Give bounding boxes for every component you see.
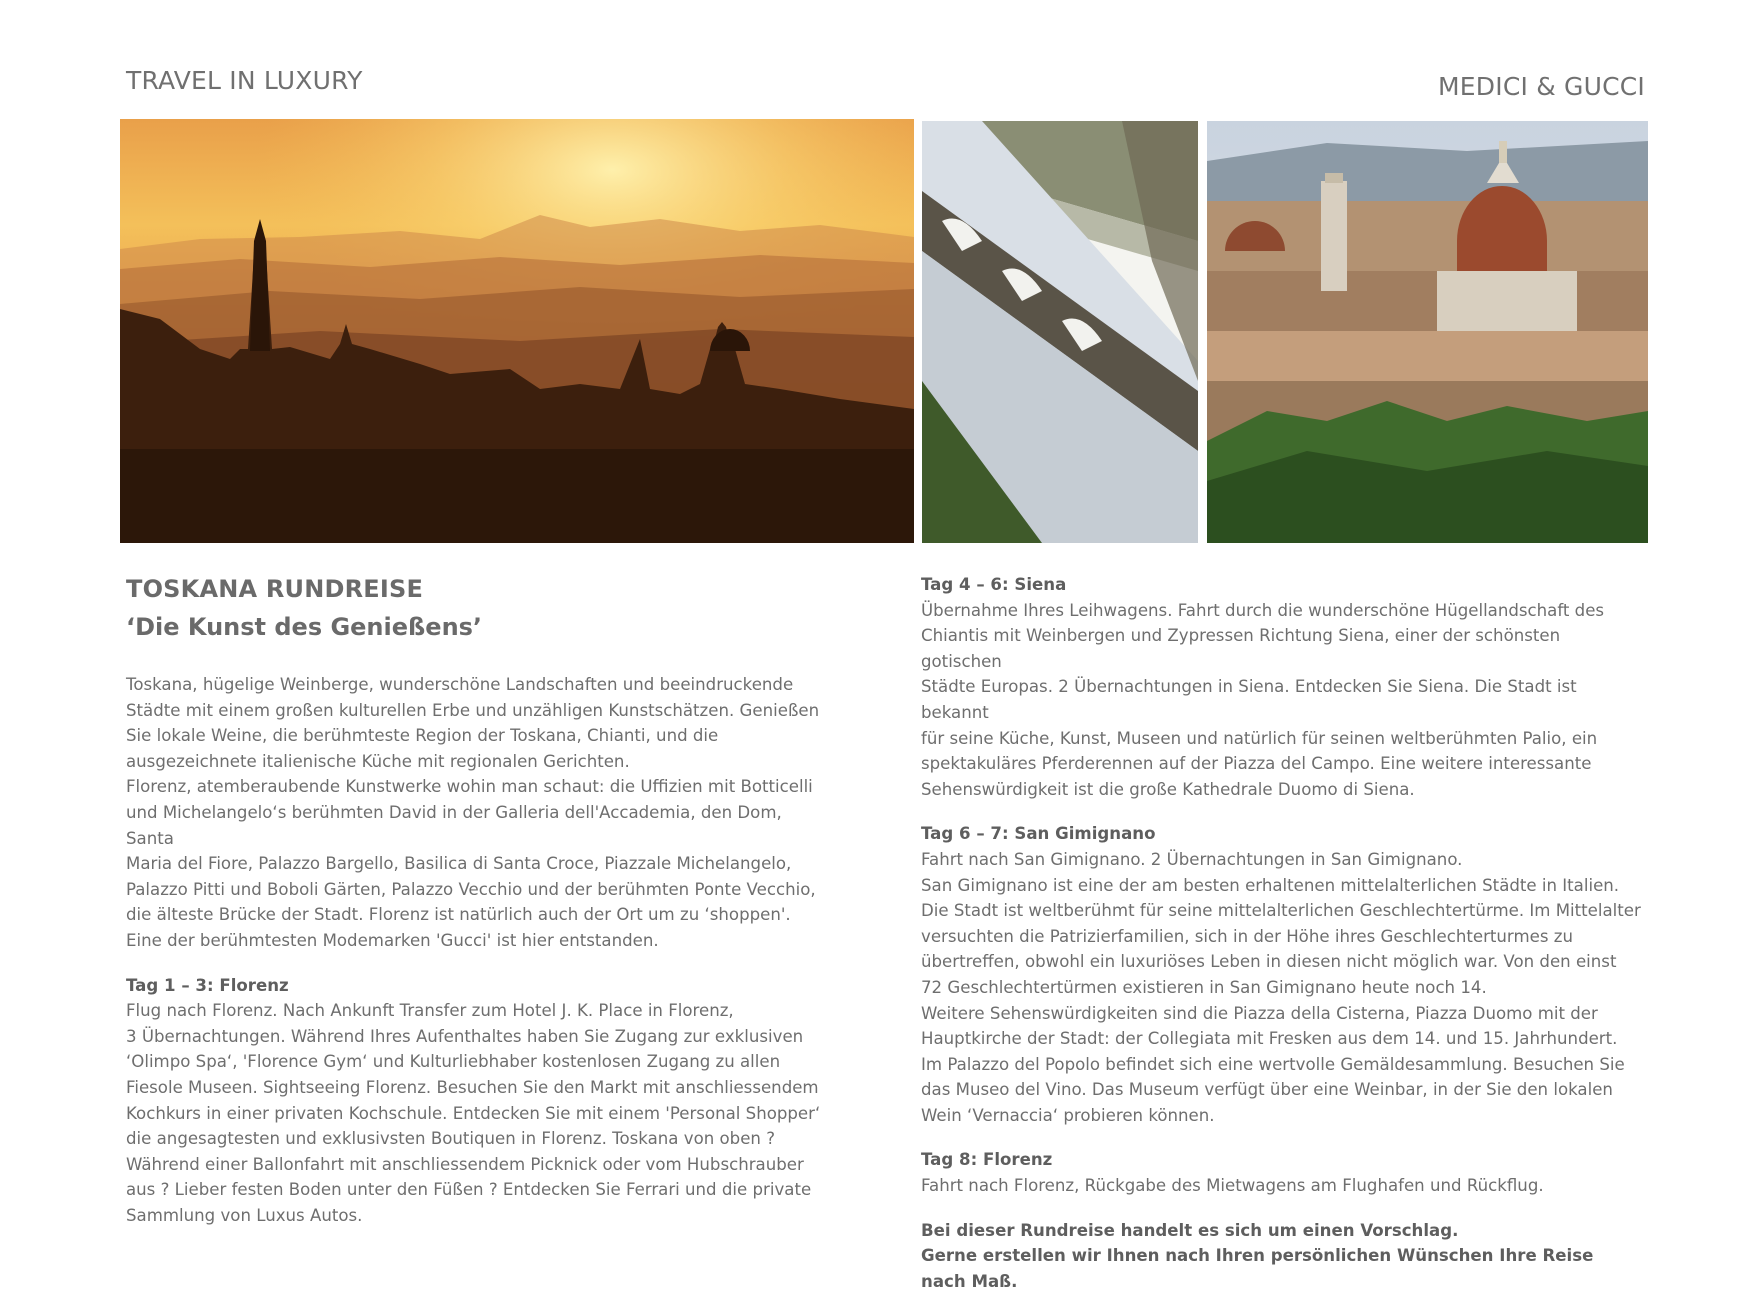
day-4-heading: Tag 4 – 6: Siena (921, 575, 1067, 594)
right-column (921, 572, 1641, 1294)
day-1-heading: Tag 1 – 3: Florenz (126, 975, 289, 995)
intro-paragraph: Toskana, hügelige Weinberge, wunderschöne Landschaften und beeindruckende Städte mit einem großen kulturellen Erbe und unzähligen Kunstschätzen. Genießen Sie lokale Weine, die berühmteste Region der Toskana, Chianti, und die ausgezeichnete italienische Küche mit regionalen Gerichten. Florenz, atemberaubende Kunstwerke wohin man schaut: die Uffizien mit Botticelli und Michelangelo‘s berühmten David in der Galleria dell'Accademia, den Dom, Santa Maria del Fiore, Palazzo Bargello, Basilica di Santa Croce, Piazzale Michelangelo, Palazzo Pitti und Boboli Gärten, Palazzo Vecchio und der berühmten Ponte Vecchio, die älteste Brücke der Stadt. Florenz ist natürlich auch der Ort um zu ‘shoppen'. Eine der berühmtesten Modemarken 'Gucci' ist hier entstanden. (126, 675, 820, 950)
left-column (126, 570, 826, 1228)
duomo-illustration (1207, 121, 1648, 543)
ponte-vecchio-bridge-photo (922, 121, 1198, 543)
day-6-text: Fahrt nach San Gimignano. 2 Übernachtungen in San Gimignano. San Gimignano ist eine der am besten erhaltenen mittelalterlichen Städte in Italien. Die Stadt ist weltberühmt für seine mittelalterlichen Geschlechtertürme. Im Mittelalter versuchten die Patrizierfamilien, sich in der Höhe ihres Geschlechterturmes zu übertreffen, obwohl ein luxuriöses Leben in diesen nicht möglich war. Von den einst 72 Geschlechtertürmen existieren in San Gimignano heute noch 14. Weitere Sehenswürdigkeiten sind die Piazza della Cisterna, Piazza Duomo mit der Hauptkirche der Stadt: der Collegiata mit Fresken aus dem 14. und 15. Jahrhundert. Im Palazzo del Popolo befindet sich eine wertvolle Gemäldesammlung. Besuchen Sie das Museo del Vino. Das Museum verfügt über eine Weinbar, in der Sie den lokalen Wein ‘Vernaccia‘ probieren können. (921, 849, 1641, 1125)
brand-title-left: TRAVEL IN LUXURY (126, 66, 363, 95)
page-subtitle: ‘Die Kunst des Genießens’ (126, 613, 483, 641)
florence-duomo-cityscape-photo (1207, 121, 1648, 543)
page-title: TOSKANA RUNDREISE (126, 575, 424, 603)
brand-title-right: MEDICI & GUCCI (1438, 72, 1645, 101)
day-4-text: Übernahme Ihres Leihwagens. Fahrt durch die wunderschöne Hügellandschaft des Chiantis mit Weinbergen und Zypressen Richtung Siena, einer der schönsten gotischen Städte Europas. 2 Übernachtungen in Siena. Entdecken Sie Siena. Die Stadt ist bekannt für seine Küche, Kunst, Museen und natürlich für seinen weltberühmten Palio, ein spektakuläres Pferderennen auf der Piazza del Campo. Eine weitere interessante Sehenswürdigkeit ist die große Kathedrale Duomo di Siena. (921, 600, 1605, 799)
bridge-illustration (922, 121, 1198, 543)
proposal-note: Bei dieser Rundreise handelt es sich um einen Vorschlag. Gerne erstellen wir Ihnen nach Ihren persönlichen Wünschen Ihre Reise nach Maß. (921, 1220, 1594, 1291)
day-8-text: Fahrt nach Florenz, Rückgabe des Mietwagens am Flughafen und Rückflug. (921, 1176, 1544, 1196)
day-1-text: Flug nach Florenz. Nach Ankunft Transfer zum Hotel J. K. Place in Florenz, 3 Übernachtungen. Während Ihres Aufenthaltes haben Sie Zugang zur exklusiven ‘Olimpo Spa‘, 'Florence Gym‘ und Kulturliebhaber kostenlosen Zugang zu allen Fiesole Museen. Sightseeing Florenz. Besuchen Sie den Markt mit anschliessendem Kochkurs in einer privaten Kochschule. Entdecken Sie mit einem 'Personal Shopper‘ die angesagtesten und exklusivsten Boutiquen in Florenz. Toskana von oben ? Während einer Ballonfahrt mit anschliessendem Picknick oder vom Hubschrauber aus ? Lieber festen Boden unter den Füßen ? Entdecken Sie Ferrari und die private Sammlung von Luxus Autos. (126, 1001, 821, 1225)
day-8-heading: Tag 8: Florenz (921, 1150, 1053, 1170)
sunset-illustration (120, 119, 914, 543)
day-6-heading: Tag 6 – 7: San Gimignano (921, 824, 1156, 844)
sunset-florence-skyline-photo (120, 119, 914, 543)
